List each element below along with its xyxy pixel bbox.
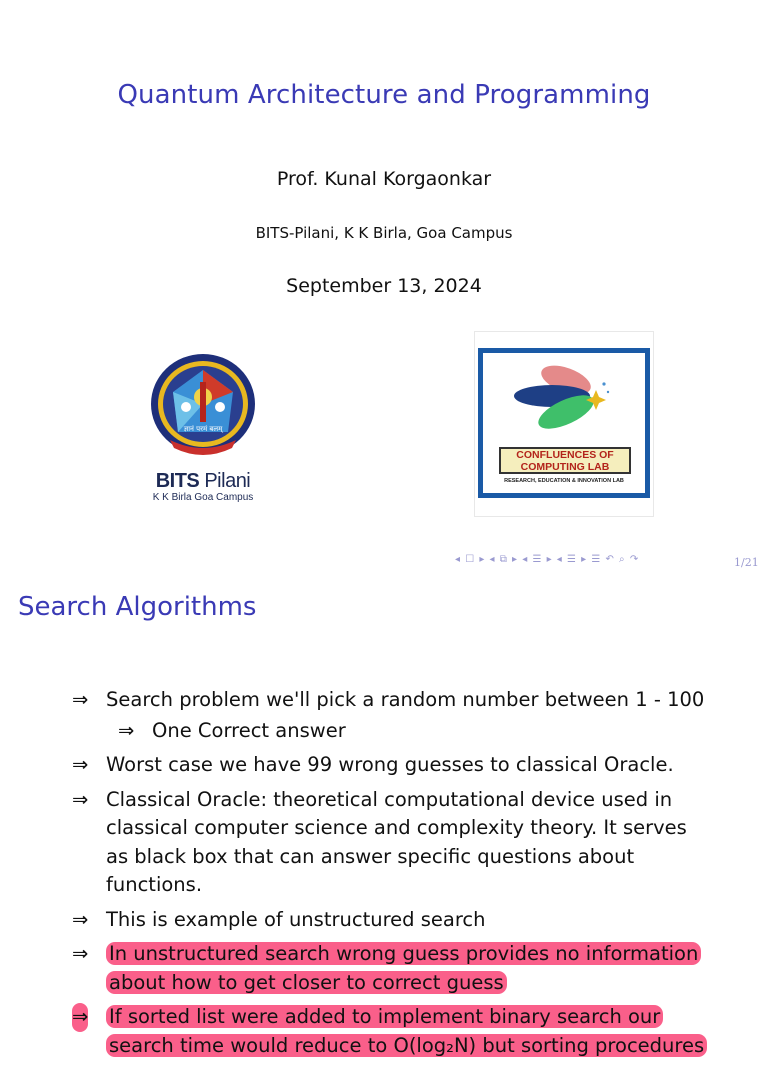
implies-arrow-icon: ⇒: [118, 718, 135, 742]
bits-motto: ज्ञानं परमं बलम्: [183, 425, 223, 433]
bullet-item: ⇒ This is example of unstructured search: [72, 906, 712, 935]
implies-arrow-icon: ⇒: [72, 753, 89, 776]
slide-title: Quantum Architecture and Programming: [117, 80, 651, 110]
bullet-item: ⇒ Classical Oracle: theoretical computational device used in classical computer science and complexity theory. It serves as black box that can answer specific questions about functions.: [72, 787, 687, 896]
author-name: Prof. Kunal Korgaonkar: [276, 168, 492, 190]
implies-arrow-icon: ⇒: [72, 907, 89, 931]
sub-bullet-item: ⇒ One Correct answer: [72, 717, 712, 746]
bullet-item: ⇒ Search problem we'll pick a random number between 1 - 100: [72, 686, 712, 715]
bits-logo-name: BITS Pilani: [155, 470, 251, 492]
implies-arrow-icon: ⇒: [72, 787, 89, 811]
ccl-petals-icon: [508, 360, 612, 438]
implies-arrow-icon: ⇒: [72, 688, 89, 711]
bullet-item: ⇒ Worst case we have 99 wrong guesses to classical Oracle.: [72, 751, 712, 780]
highlighted-bullet-item: ⇒ If sorted list were added to implement binary search our search time would reduce to O(log₂N) but sorting procedures: [72, 1003, 712, 1060]
beamer-nav-icons[interactable]: ◂ ☐ ▸ ◂ ⧉ ▸ ◂ ☰ ▸ ◂ ☰ ▸ ☰ ↶ ⌕ ↷: [455, 554, 640, 565]
institution: BITS-Pilani, K K Birla, Goa Campus: [255, 224, 513, 242]
section-title: Search Algorithms: [18, 592, 257, 622]
bullet-list: [72, 686, 712, 1066]
bits-emblem-logo: [148, 352, 258, 464]
implies-arrow-icon: ⇒: [72, 1003, 88, 1032]
page-number: 1/21: [734, 556, 759, 569]
presentation-date: September 13, 2024: [286, 275, 482, 297]
bits-logo-subtitle: K K Birla Goa Campus: [152, 492, 254, 503]
ccl-logo-label: CONFLUENCES OF COMPUTING LAB: [499, 447, 631, 474]
highlighted-bullet-item: ⇒ In unstructured search wrong guess provides no information about how to get closer to correct guess: [72, 940, 712, 997]
implies-arrow-icon: ⇒: [72, 942, 89, 965]
ccl-logo-subtitle: RESEARCH, EDUCATION & INNOVATION LAB: [504, 478, 624, 484]
